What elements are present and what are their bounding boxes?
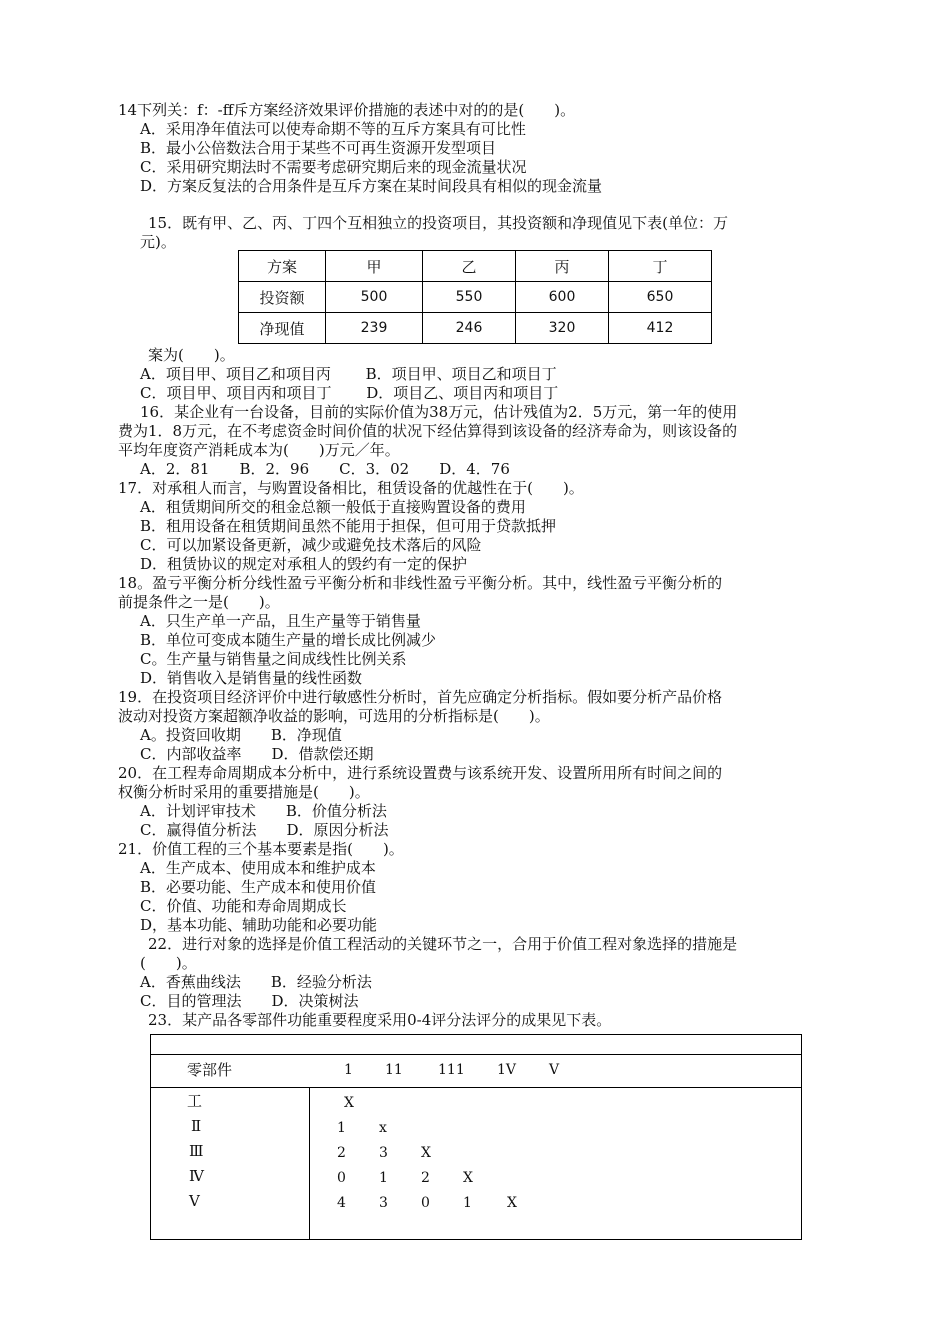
q14-stem: 14下列关：f：-ff斥方案经济效果评价措施的表述中对的的是( )。 bbox=[118, 101, 576, 119]
q22-stem-line1: 22．进行对象的选择是价值工程活动的关键环节之一，合用于价值工程对象选择的措施是 bbox=[148, 935, 738, 953]
table-cell: 500 bbox=[326, 282, 423, 313]
score-cell: 2 bbox=[337, 1145, 346, 1161]
q18-stem-line2: 前提条件之一是( )。 bbox=[118, 593, 280, 611]
score-cell: x bbox=[379, 1120, 387, 1136]
table-divider bbox=[309, 1087, 310, 1239]
table-header-cell: 丁 bbox=[609, 251, 712, 282]
q17-option-c: C．可以加紧设备更新，减少或避免技术落后的风险 bbox=[140, 536, 482, 554]
q18-stem-line1: 18。盈亏平衡分析分线性盈亏平衡分析和非线性盈亏平衡分析。其中，线性盈亏平衡分析的 bbox=[118, 574, 723, 592]
q22-options-line1: A．香蕉曲线法 B．经验分析法 bbox=[140, 973, 372, 991]
q18-option-c: C。生产量与销售量之间成线性比例关系 bbox=[140, 650, 407, 668]
q17-option-a: A．租赁期间所交的租金总额一般低于直接购置设备的费用 bbox=[140, 498, 526, 516]
score-cell: 1 bbox=[337, 1120, 346, 1136]
column-header: 111 bbox=[438, 1062, 465, 1078]
column-header: 1 bbox=[344, 1062, 353, 1078]
column-header: 11 bbox=[385, 1062, 403, 1078]
q14-option-c: C．采用研究期法时不需要考虑研究期后来的现金流量状况 bbox=[140, 158, 527, 176]
q21-stem: 21．价值工程的三个基本要素是指( )。 bbox=[118, 840, 404, 858]
q17-option-b: B．租用设备在租赁期间虽然不能用于担保，但可用于贷款抵押 bbox=[140, 517, 557, 535]
row-label: Ⅴ bbox=[189, 1192, 200, 1210]
table-cell: 600 bbox=[516, 282, 609, 313]
q20-options-line1: A．计划评审技术 B．价值分析法 bbox=[140, 802, 387, 820]
column-header: V bbox=[549, 1062, 560, 1078]
table-header-row bbox=[239, 251, 712, 282]
table-header-cell: 甲 bbox=[326, 251, 423, 282]
table-cell: 239 bbox=[326, 313, 423, 344]
q18-option-b: B．单位可变成本随生产量的增长成比例减少 bbox=[140, 631, 437, 649]
q18-option-a: A．只生产单一产品，且生产量等于销售量 bbox=[140, 612, 421, 630]
score-cell: X bbox=[507, 1195, 517, 1211]
q15-options-line1: A．项目甲、项目乙和项目丙 B．项目甲、项目乙和项目丁 bbox=[140, 365, 557, 383]
row-label: Ⅳ bbox=[189, 1167, 204, 1185]
score-cell: 0 bbox=[421, 1195, 430, 1211]
table-header-cell: 方案 bbox=[239, 251, 326, 282]
table-row-label: 净现值 bbox=[239, 313, 326, 344]
q23-scoring-table bbox=[150, 1034, 802, 1240]
row-label: Ⅱ bbox=[191, 1117, 202, 1135]
table-row bbox=[239, 282, 712, 313]
q19-options-line2: C．内部收益率 D．借款偿还期 bbox=[140, 745, 374, 763]
q16-stem-line3: 平均年度资产消耗成本为( )万元／年。 bbox=[118, 441, 400, 459]
table-cell: 320 bbox=[516, 313, 609, 344]
q15-stem-line1: 15．既有甲、乙、丙、丁四个互相独立的投资项目，其投资额和净现值见下表(单位：万 bbox=[148, 214, 728, 232]
table-cell: 550 bbox=[423, 282, 516, 313]
table-header-cell: 丙 bbox=[516, 251, 609, 282]
table-divider bbox=[151, 1087, 801, 1088]
q20-stem-line1: 20．在工程寿命周期成本分析中，进行系统设置费与该系统开发、设置所用所有时间之间的 bbox=[118, 764, 723, 782]
score-cell: X bbox=[421, 1145, 431, 1161]
q21-option-d: D，基本功能、辅助功能和必要功能 bbox=[140, 916, 378, 934]
q20-options-line2: C．赢得值分析法 D．原因分析法 bbox=[140, 821, 389, 839]
q23-stem: 23．某产品各零部件功能重要程度采用0-4评分法评分的成果见下表。 bbox=[148, 1011, 612, 1029]
table-cell: 412 bbox=[609, 313, 712, 344]
column-header: 1V bbox=[497, 1062, 517, 1078]
q16-stem-line2: 费为1．8万元，在不考虑资金时间价值的状况下经估算得到该设备的经济寿命为，则该设备的 bbox=[118, 422, 738, 440]
table-row-label: 投资额 bbox=[239, 282, 326, 313]
q19-stem-line1: 19．在投资项目经济评价中进行敏感性分析时，首先应确定分析指标。假如要分析产品价格 bbox=[118, 688, 723, 706]
score-cell: 3 bbox=[379, 1195, 388, 1211]
q21-option-c: C．价值、功能和寿命周期成长 bbox=[140, 897, 347, 915]
score-cell: 1 bbox=[379, 1170, 388, 1186]
q22-stem-line2: ( )。 bbox=[140, 954, 197, 972]
table-divider bbox=[151, 1054, 801, 1055]
score-cell: 4 bbox=[337, 1195, 346, 1211]
q19-stem-line2: 波动对投资方案超额净收益的影响，可选用的分析指标是( )。 bbox=[118, 707, 550, 725]
q15-table bbox=[238, 250, 712, 344]
score-cell: X bbox=[344, 1095, 354, 1111]
table-cell: 650 bbox=[609, 282, 712, 313]
q20-stem-line2: 权衡分析时采用的重要措施是( )。 bbox=[118, 783, 370, 801]
q16-stem-line1: 16．某企业有一台设备，目前的实际价值为38万元，估计残值为2．5万元，第一年的使用 bbox=[140, 403, 738, 421]
table-row bbox=[239, 313, 712, 344]
q15-options-line2: C．项目甲、项目丙和项目丁 D．项目乙、项目丙和项目丁 bbox=[140, 384, 559, 402]
q14-option-a: A．采用净年值法可以使寿命期不等的互斥方案具有可比性 bbox=[140, 120, 526, 138]
score-cell: 1 bbox=[463, 1195, 472, 1211]
q21-option-b: B．必要功能、生产成本和使用价值 bbox=[140, 878, 377, 896]
q21-option-a: A．生产成本、使用成本和维护成本 bbox=[140, 859, 376, 877]
score-cell: 0 bbox=[337, 1170, 346, 1186]
q16-options: A．2．81 B．2．96 C．3．02 D．4．76 bbox=[140, 460, 510, 478]
q18-option-d: D．销售收入是销售量的线性函数 bbox=[140, 669, 363, 687]
table-header-cell: 乙 bbox=[423, 251, 516, 282]
q19-options-line1: A。投资回收期 B．净现值 bbox=[140, 726, 342, 744]
table-cell: 246 bbox=[423, 313, 516, 344]
score-cell: 2 bbox=[421, 1170, 430, 1186]
q17-stem: 17．对承租人而言，与购置设备相比，租赁设备的优越性在于( )。 bbox=[118, 479, 584, 497]
score-cell: 3 bbox=[379, 1145, 388, 1161]
q22-options-line2: C．目的管理法 D．决策树法 bbox=[140, 992, 359, 1010]
q14-option-b: B．最小公倍数法合用于某些不可再生资源开发型项目 bbox=[140, 139, 497, 157]
row-label: 工 bbox=[187, 1092, 203, 1110]
row-label: Ⅲ bbox=[189, 1142, 204, 1160]
q15-stem-line2: 元)。 bbox=[140, 233, 176, 251]
q14-option-d: D．方案反复法的合用条件是互斥方案在某时间段具有相似的现金流量 bbox=[140, 177, 603, 195]
q15-tail: 案为( )。 bbox=[148, 346, 235, 364]
column-header-label: 零部件 bbox=[187, 1061, 233, 1079]
score-cell: X bbox=[463, 1170, 473, 1186]
q17-option-d: D．租赁协议的规定对承租人的毁约有一定的保护 bbox=[140, 555, 468, 573]
